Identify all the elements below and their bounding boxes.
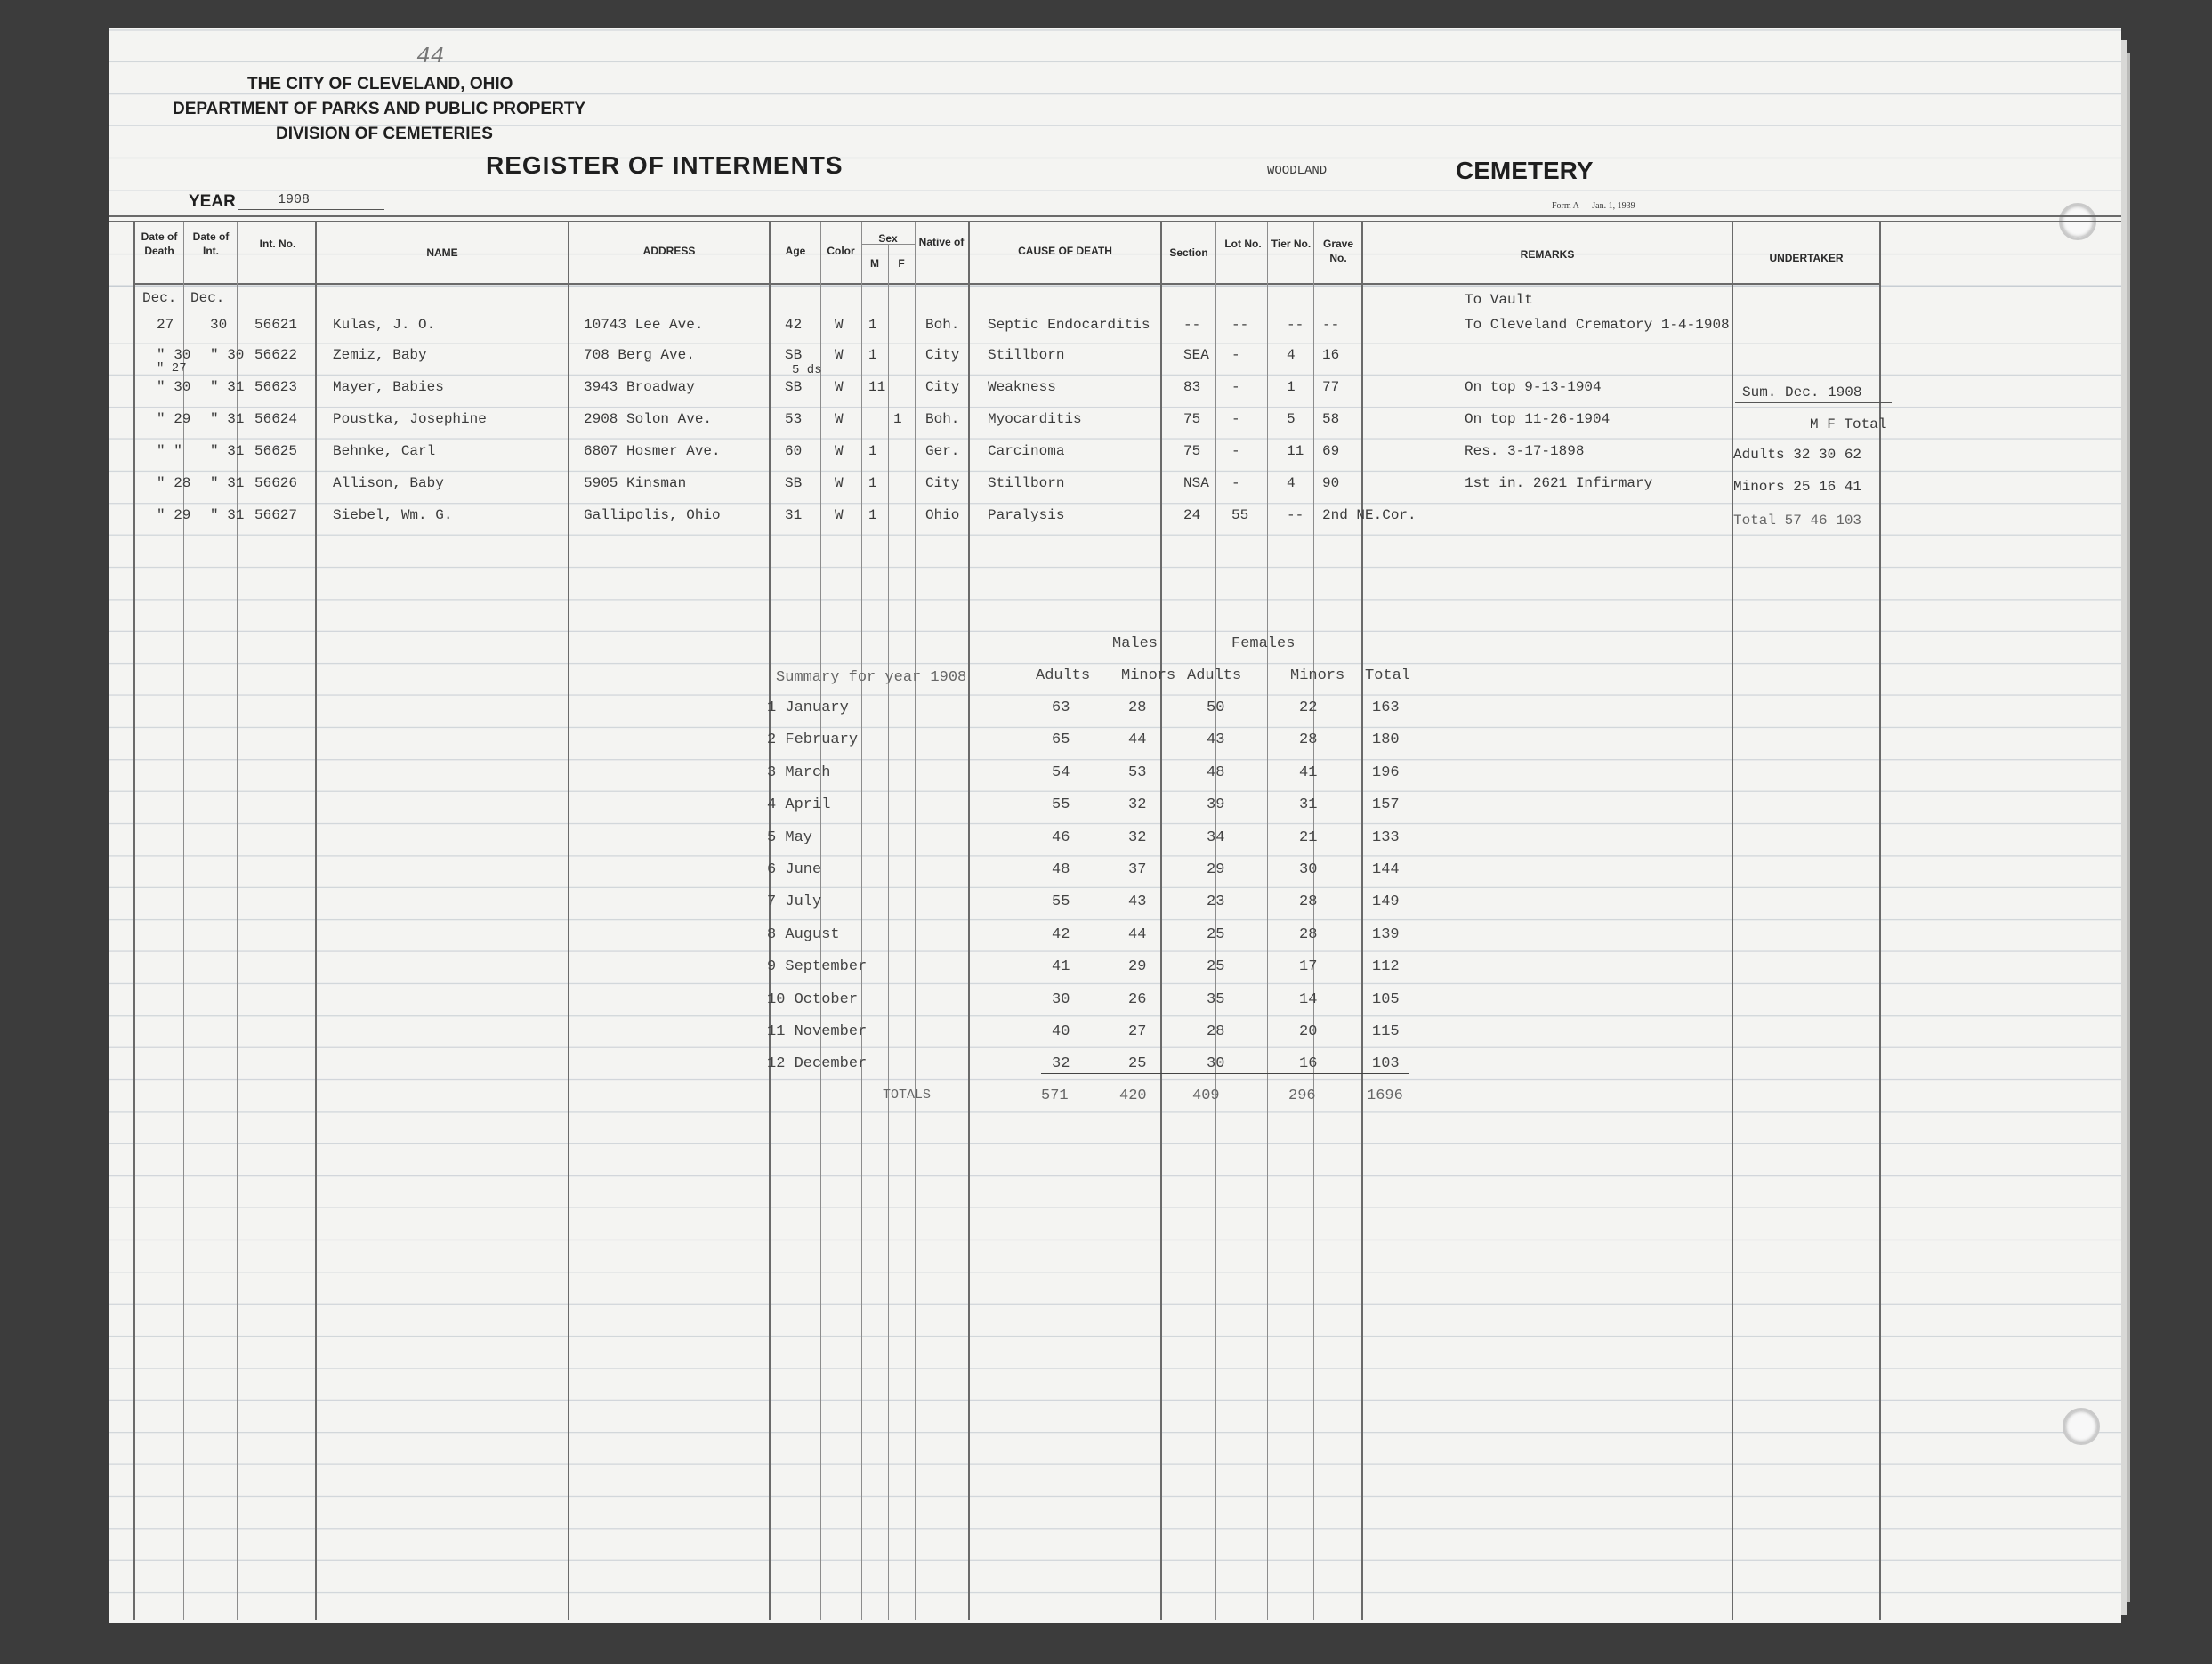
page-edge-shadow: [2127, 53, 2130, 1602]
summary-month: 9 September: [767, 958, 868, 976]
row-date-of-int: 30: [210, 317, 228, 333]
row-int-no: 56621: [254, 317, 298, 333]
summary-totals-rule: [1041, 1073, 1409, 1074]
summary-male-minors: 26: [1128, 990, 1147, 1008]
row-grave-no: 77: [1322, 379, 1340, 395]
col-header-native-of: Native of: [918, 236, 965, 248]
col-rule: [1313, 222, 1314, 1620]
summary-female-adults: 29: [1207, 861, 1225, 878]
row-lot-no: -: [1231, 379, 1240, 395]
row-age: 31: [785, 507, 803, 523]
row-address: 6807 Hosmer Ave.: [584, 443, 721, 459]
row-section: NSA: [1183, 475, 1209, 491]
row-address: 3943 Broadway: [584, 379, 695, 395]
city-heading: THE CITY OF CLEVELAND, OHIO: [247, 75, 513, 93]
row-name: Behnke, Carl: [333, 443, 436, 459]
register-page: [109, 28, 2121, 1623]
row-name: Zemiz, Baby: [333, 347, 427, 363]
col-rule: [568, 222, 569, 1620]
summary-total-female-adults: 409: [1192, 1087, 1220, 1104]
row-color: W: [835, 411, 844, 427]
summary-male-adults: 55: [1052, 893, 1070, 911]
summary-month-total: 149: [1372, 893, 1400, 911]
row-cause-of-death: Paralysis: [988, 507, 1065, 523]
row-remarks: On top 9-13-1904: [1465, 379, 1602, 395]
row-native-of: Ohio: [925, 507, 960, 523]
row-native-of: City: [925, 379, 960, 395]
row-remarks-2: To Cleveland Crematory 1-4-1908: [1465, 317, 1730, 333]
row-date-of-int: " 31: [210, 411, 245, 427]
summary-month: 7 July: [767, 893, 822, 911]
table-top-rule: [109, 215, 2121, 217]
row-tier-no: 11: [1287, 443, 1304, 459]
summary-month: 8 August: [767, 925, 840, 943]
row-grave-no: --: [1322, 317, 1340, 333]
form-note: Form A — Jan. 1, 1939: [1552, 201, 1635, 211]
summary-month: 4 April: [767, 796, 831, 814]
row-address: 5905 Kinsman: [584, 475, 687, 491]
row-sex-m: 1: [868, 507, 877, 523]
summary-female-adults: 39: [1207, 796, 1225, 814]
summary-female-minors: 21: [1299, 828, 1318, 846]
row-remarks: On top 11-26-1904: [1465, 411, 1611, 427]
row-native-of: Boh.: [925, 317, 960, 333]
row-section: --: [1183, 317, 1201, 333]
year-value: 1908: [278, 192, 311, 207]
row-grave-no: 58: [1322, 411, 1340, 427]
col-header-date-of-death: Date of Death: [141, 230, 178, 257]
annotation-age: 5 ds: [792, 363, 822, 377]
summary-month-total: 144: [1372, 861, 1400, 878]
summary-month-total: 103: [1372, 1055, 1400, 1073]
summary-month-total: 133: [1372, 828, 1400, 846]
col-rule: [820, 222, 821, 1620]
summary-month-total: 157: [1372, 796, 1400, 814]
col-header-color: Color: [827, 245, 855, 257]
col-header-grave-no: Grave No.: [1322, 238, 1354, 264]
row-date-of-int: " 31: [210, 475, 245, 491]
row-lot-no: -: [1231, 475, 1240, 491]
row-cause-of-death: Myocarditis: [988, 411, 1082, 427]
row-sex-m: 1: [868, 475, 877, 491]
row-native-of: Ger.: [925, 443, 960, 459]
summary-month-total: 180: [1372, 731, 1400, 749]
col-rule: [1732, 222, 1733, 1620]
summary-month-total: 112: [1372, 958, 1400, 976]
row-date-of-int: " 31: [210, 507, 245, 523]
row-int-no: 56622: [254, 347, 298, 363]
col-header-sex: Sex: [878, 232, 898, 245]
summary-header-female-minors: Minors: [1290, 667, 1345, 684]
row-remarks: Res. 3-17-1898: [1465, 443, 1585, 459]
col-header-age: Age: [785, 245, 806, 257]
summary-male-minors: 43: [1128, 893, 1147, 911]
row-tier-no: 5: [1287, 411, 1296, 427]
row-lot-no: -: [1231, 347, 1240, 363]
col-rule: [888, 244, 889, 1620]
row-name: Allison, Baby: [333, 475, 444, 491]
summary-male-minors: 37: [1128, 861, 1147, 878]
summary-female-adults: 25: [1207, 925, 1225, 943]
summary-male-adults: 32: [1052, 1055, 1070, 1073]
summary-male-adults: 41: [1052, 958, 1070, 976]
row-section: SEA: [1183, 347, 1209, 363]
summary-female-minors: 22: [1299, 699, 1318, 716]
col-header-sex-f: F: [898, 257, 905, 270]
summary-male-minors: 44: [1128, 731, 1147, 749]
col-header-date-of-int: Date of Int.: [192, 230, 230, 257]
summary-month-total: 196: [1372, 763, 1400, 781]
row-section: 75: [1183, 411, 1201, 427]
row-color: W: [835, 347, 844, 363]
row-native-of: City: [925, 475, 960, 491]
table-top-rule-2: [109, 221, 2121, 222]
row-grave-no: 2nd NE.Cor.: [1322, 507, 1417, 523]
summary-female-adults: 35: [1207, 990, 1225, 1008]
col-header-name: NAME: [426, 246, 458, 259]
col-header-section: Section: [1169, 246, 1208, 259]
row-sex-f: 1: [893, 411, 902, 427]
col-rule: [1361, 222, 1363, 1620]
row-int-no: 56625: [254, 443, 298, 459]
summary-female-adults: 34: [1207, 828, 1225, 846]
month-death: Dec.: [142, 290, 177, 306]
summary-month: 3 March: [767, 763, 831, 781]
row-age: 60: [785, 443, 803, 459]
summary-male-adults: 42: [1052, 925, 1070, 943]
row-sex-m: 1: [868, 443, 877, 459]
row-tier-no: 1: [1287, 379, 1296, 395]
row-section: 75: [1183, 443, 1201, 459]
row-date-of-death: " 28: [157, 475, 191, 491]
summary-female-minors: 31: [1299, 796, 1318, 814]
row-color: W: [835, 317, 844, 333]
col-rule: [133, 222, 135, 1620]
row-cause-of-death: Stillborn: [988, 475, 1065, 491]
row-age: SB: [785, 347, 803, 363]
row-cause-of-death: Septic Endocarditis: [988, 317, 1150, 333]
summary-total-grand: 1696: [1367, 1087, 1403, 1104]
summary-male-minors: 25: [1128, 1055, 1147, 1073]
row-tier-no: --: [1287, 507, 1304, 523]
col-rule: [968, 222, 970, 1620]
row-color: W: [835, 379, 844, 395]
row-date-of-death: " 30: [157, 379, 191, 395]
row-grave-no: 90: [1322, 475, 1340, 491]
summary-female-minors: 41: [1299, 763, 1318, 781]
undertaker-summary-header: M F Total: [1810, 416, 1887, 432]
department-heading: DEPARTMENT OF PARKS AND PUBLIC PROPERTY: [173, 100, 586, 118]
row-date-of-death: " ": [157, 443, 182, 459]
summary-female-adults: 48: [1207, 763, 1225, 781]
col-rule: [1267, 222, 1268, 1620]
row-age: 53: [785, 411, 803, 427]
row-name: Kulas, J. O.: [333, 317, 436, 333]
row-date-of-death: " 30: [157, 347, 191, 363]
row-native-of: Boh.: [925, 411, 960, 427]
col-rule: [183, 222, 184, 1620]
row-color: W: [835, 443, 844, 459]
month-int: Dec.: [190, 290, 225, 306]
summary-female-minors: 20: [1299, 1023, 1318, 1040]
cemetery-label: CEMETERY: [1456, 157, 1594, 184]
register-title: REGISTER OF INTERMENTS: [486, 151, 844, 179]
summary-female-minors: 17: [1299, 958, 1318, 976]
summary-totals-label: TOTALS: [883, 1087, 932, 1103]
summary-header-female-adults: Adults: [1187, 667, 1242, 684]
col-rule: [315, 222, 317, 1620]
summary-male-adults: 40: [1052, 1023, 1070, 1040]
summary-female-adults: 50: [1207, 699, 1225, 716]
row-date-of-int: " 30: [210, 347, 245, 363]
row-sex-m: 1: [868, 347, 877, 363]
col-header-sex-m: M: [870, 257, 879, 270]
row-remarks: 1st in. 2621 Infirmary: [1465, 475, 1653, 491]
summary-male-minors: 53: [1128, 763, 1147, 781]
undertaker-summary-minors: Minors 25 16 41: [1733, 479, 1862, 495]
row-native-of: City: [925, 347, 960, 363]
summary-male-adults: 46: [1052, 828, 1070, 846]
header-bottom-rule: [133, 283, 1881, 285]
row-address: 10743 Lee Ave.: [584, 317, 704, 333]
col-header-remarks: REMARKS: [1520, 248, 1575, 261]
annotation-date: " 27: [157, 361, 187, 376]
summary-male-minors: 28: [1128, 699, 1147, 716]
row-address: 708 Berg Ave.: [584, 347, 695, 363]
col-rule: [1215, 222, 1216, 1620]
summary-male-minors: 27: [1128, 1023, 1147, 1040]
summary-total-male-minors: 420: [1119, 1087, 1147, 1104]
summary-male-minors: 32: [1128, 828, 1147, 846]
row-sex-m: 1: [868, 317, 877, 333]
col-rule: [915, 222, 916, 1620]
summary-group-males: Males: [1112, 635, 1158, 652]
row-remarks: To Vault: [1465, 292, 1533, 308]
row-name: Poustka, Josephine: [333, 411, 487, 427]
summary-month-total: 115: [1372, 1023, 1400, 1040]
summary-female-minors: 28: [1299, 925, 1318, 943]
summary-female-minors: 14: [1299, 990, 1318, 1008]
summary-female-minors: 28: [1299, 893, 1318, 911]
year-underline: [238, 209, 384, 210]
summary-group-females: Females: [1231, 635, 1296, 652]
row-section: 83: [1183, 379, 1201, 395]
summary-total-female-minors: 296: [1288, 1087, 1316, 1104]
col-rule: [861, 222, 862, 1620]
year-label: YEAR: [189, 192, 236, 211]
summary-month: 12 December: [767, 1055, 868, 1073]
row-date-of-death: " 29: [157, 507, 191, 523]
row-date-of-int: " 31: [210, 443, 245, 459]
col-header-int-no: Int. No.: [259, 238, 296, 250]
undertaker-summary-adults: Adults 32 30 62: [1733, 447, 1862, 463]
row-tier-no: 4: [1287, 347, 1296, 363]
summary-month: 2 February: [767, 731, 859, 749]
summary-female-adults: 43: [1207, 731, 1225, 749]
summary-month: 1 January: [767, 699, 849, 716]
row-cause-of-death: Stillborn: [988, 347, 1065, 363]
row-grave-no: 16: [1322, 347, 1340, 363]
row-name: Siebel, Wm. G.: [333, 507, 453, 523]
summary-male-minors: 29: [1128, 958, 1147, 976]
col-rule: [769, 222, 771, 1620]
col-rule: [1160, 222, 1162, 1620]
row-address: Gallipolis, Ohio: [584, 507, 721, 523]
row-age: SB: [785, 475, 803, 491]
undertaker-summary-title: Sum. Dec. 1908: [1742, 384, 1862, 400]
summary-month: 5 May: [767, 828, 813, 846]
summary-female-minors: 16: [1299, 1055, 1318, 1073]
undertaker-title-underline: [1735, 402, 1892, 403]
row-grave-no: 69: [1322, 443, 1340, 459]
summary-title: Summary for year 1908: [776, 669, 967, 686]
row-sex-m: 11: [868, 379, 886, 395]
row-name: Mayer, Babies: [333, 379, 444, 395]
col-header-address: ADDRESS: [642, 245, 696, 257]
summary-header-male-adults: Adults: [1036, 667, 1091, 684]
row-int-no: 56626: [254, 475, 298, 491]
summary-male-adults: 48: [1052, 861, 1070, 878]
cemetery-name: WOODLAND: [1267, 164, 1328, 178]
summary-male-adults: 30: [1052, 990, 1070, 1008]
summary-male-minors: 32: [1128, 796, 1147, 814]
summary-female-adults: 25: [1207, 958, 1225, 976]
summary-month-total: 105: [1372, 990, 1400, 1008]
summary-male-adults: 63: [1052, 699, 1070, 716]
row-tier-no: --: [1287, 317, 1304, 333]
summary-month: 10 October: [767, 990, 859, 1008]
summary-header-total: Total: [1365, 667, 1411, 684]
division-heading: DIVISION OF CEMETERIES: [276, 125, 493, 143]
row-address: 2908 Solon Ave.: [584, 411, 713, 427]
row-color: W: [835, 507, 844, 523]
row-lot-no: --: [1231, 317, 1249, 333]
row-date-of-death: 27: [157, 317, 174, 333]
summary-male-adults: 55: [1052, 796, 1070, 814]
undertaker-summary-total: Total 57 46 103: [1733, 513, 1862, 529]
binder-hole-top: [2059, 203, 2096, 240]
row-cause-of-death: Carcinoma: [988, 443, 1065, 459]
row-color: W: [835, 475, 844, 491]
summary-month-total: 139: [1372, 925, 1400, 943]
binder-hole-bottom: [2063, 1408, 2100, 1445]
col-header-lot-no: Lot No.: [1224, 238, 1262, 250]
summary-month-total: 163: [1372, 699, 1400, 716]
row-int-no: 56623: [254, 379, 298, 395]
summary-female-adults: 30: [1207, 1055, 1225, 1073]
row-cause-of-death: Weakness: [988, 379, 1056, 395]
summary-total-male-adults: 571: [1041, 1087, 1069, 1104]
row-tier-no: 4: [1287, 475, 1296, 491]
col-rule: [237, 222, 238, 1620]
summary-female-adults: 23: [1207, 893, 1225, 911]
summary-male-adults: 54: [1052, 763, 1070, 781]
summary-male-adults: 65: [1052, 731, 1070, 749]
summary-month: 11 November: [767, 1023, 868, 1040]
summary-header-male-minors: Minors: [1121, 667, 1176, 684]
row-int-no: 56627: [254, 507, 298, 523]
summary-female-minors: 30: [1299, 861, 1318, 878]
corner-handwritten-mark: 44: [416, 43, 445, 69]
col-header-cause-of-death: CAUSE OF DEATH: [1018, 245, 1112, 257]
row-date-of-int: " 31: [210, 379, 245, 395]
row-age: SB: [785, 379, 803, 395]
row-lot-no: -: [1231, 411, 1240, 427]
row-int-no: 56624: [254, 411, 298, 427]
row-section: 24: [1183, 507, 1201, 523]
summary-female-minors: 28: [1299, 731, 1318, 749]
row-age: 42: [785, 317, 803, 333]
summary-male-minors: 44: [1128, 925, 1147, 943]
row-lot-no: 55: [1231, 507, 1249, 523]
summary-female-adults: 28: [1207, 1023, 1225, 1040]
col-header-tier-no: Tier No.: [1271, 238, 1312, 250]
col-header-undertaker: UNDERTAKER: [1769, 252, 1844, 264]
row-lot-no: -: [1231, 443, 1240, 459]
row-date-of-death: " 29: [157, 411, 191, 427]
summary-month: 6 June: [767, 861, 822, 878]
